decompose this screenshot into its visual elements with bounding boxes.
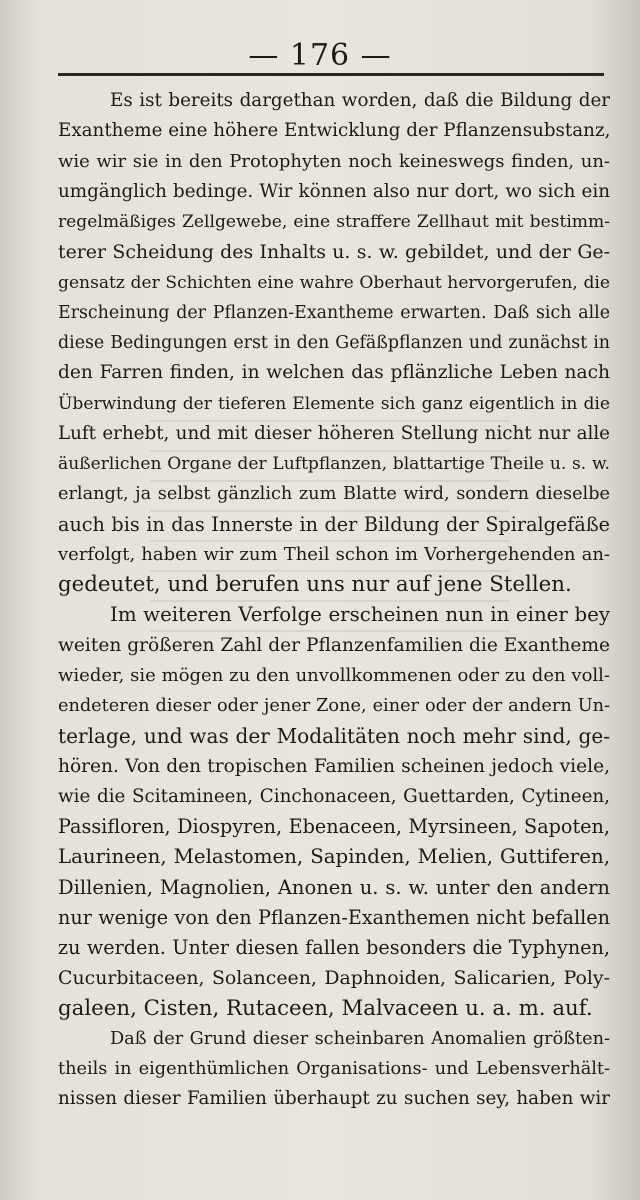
text-line: Im weiteren Verfolge erscheinen nun in einer bey: [110, 603, 610, 627]
text-line: terlage, und was der Modalitäten noch mehr sind, ge-: [58, 724, 610, 749]
text-line: wieder, sie mögen zu den unvollkommenen oder zu den voll-: [58, 664, 610, 686]
text-line: theils in eigenthümlichen Organisations- und Lebensverhält-: [58, 1059, 610, 1079]
text-line: den Farren finden, in welchen das pflänzliche Leben nach: [58, 362, 610, 384]
body-text: [58, 86, 610, 1115]
text-line: Überwindung der tieferen Elemente sich ganz eigentlich in die: [58, 393, 610, 414]
text-line: nissen dieser Familien überhaupt zu suchen sey, haben wir: [58, 1088, 610, 1110]
text-line: umgänglich bedinge. Wir können also nur dort, wo sich ein: [58, 180, 610, 202]
text-line: Cucurbitaceen, Solanceen, Daphnoiden, Salicarien, Poly-: [58, 967, 610, 990]
text-line: Es ist bereits dargethan worden, daß die Bildung der: [110, 90, 610, 111]
text-line: auch bis in das Innerste in der Bildung der Spiralgefäße: [58, 512, 610, 536]
text-line: weiten größeren Zahl der Pflanzenfamilien die Exantheme: [58, 634, 611, 656]
text-line: gensatz der Schichten eine wahre Oberhaut hervorgerufen, die: [58, 272, 610, 293]
text-line: diese Bedingungen erst in den Gefäßpflanzen und zunächst in: [58, 333, 610, 353]
text-line: nur wenige von den Pflanzen-Exanthemen nicht befallen: [58, 905, 610, 929]
text-line: äußerlichen Organe der Luftpflanzen, blattartige Theile u. s. w.: [58, 454, 610, 474]
text-line: regelmäßiges Zellgewebe, eine straffere Zellhaut mit bestimm-: [58, 212, 610, 232]
header-rule: [58, 73, 604, 76]
text-line: Erscheinung der Pflanzen-Exantheme erwarten. Daß sich alle: [58, 302, 610, 323]
text-line: zu werden. Unter diesen fallen besonders die Typhynen,: [58, 936, 610, 959]
text-line: Daß der Grund dieser scheinbaren Anomalien größten-: [110, 1028, 610, 1049]
text-line: verfolgt, haben wir zum Theil schon im Vorhergehenden an-: [58, 543, 610, 565]
text-line: Laurineen, Melastomen, Sapinden, Melien, Guttiferen,: [58, 845, 610, 869]
text-line: wie die Scitamineen, Cinchonaceen, Guettarden, Cytineen,: [58, 785, 610, 807]
text-line: wie wir sie in den Protophyten noch keineswegs finden, un-: [58, 150, 610, 172]
text-line: terer Scheidung des Inhalts u. s. w. gebildet, und der Ge-: [58, 241, 610, 264]
text-line: Luft erhebt, und mit dieser höheren Stellung nicht nur alle: [58, 422, 610, 444]
text-line: erlangt, ja selbst gänzlich zum Blatte wird, sondern dieselbe: [58, 484, 610, 505]
text-line: endeteren dieser oder jener Zone, einer oder der andern Un-: [58, 696, 610, 716]
page-number: — 176 —: [248, 38, 392, 73]
text-line: Exantheme eine höhere Entwicklung der Pflanzensubstanz,: [58, 120, 611, 142]
text-line: galeen, Cisten, Rutaceen, Malvaceen u. a. m. auf.: [58, 995, 593, 1021]
text-line: hören. Von den tropischen Familien scheinen jedoch viele,: [58, 755, 610, 777]
text-line: gedeutet, und berufen uns nur auf jene Stellen.: [58, 572, 572, 597]
text-line: Passifloren, Diospyren, Ebenaceen, Myrsineen, Sapoten,: [58, 815, 610, 838]
text-line: Dillenien, Magnolien, Anonen u. s. w. unter den andern: [58, 875, 610, 899]
